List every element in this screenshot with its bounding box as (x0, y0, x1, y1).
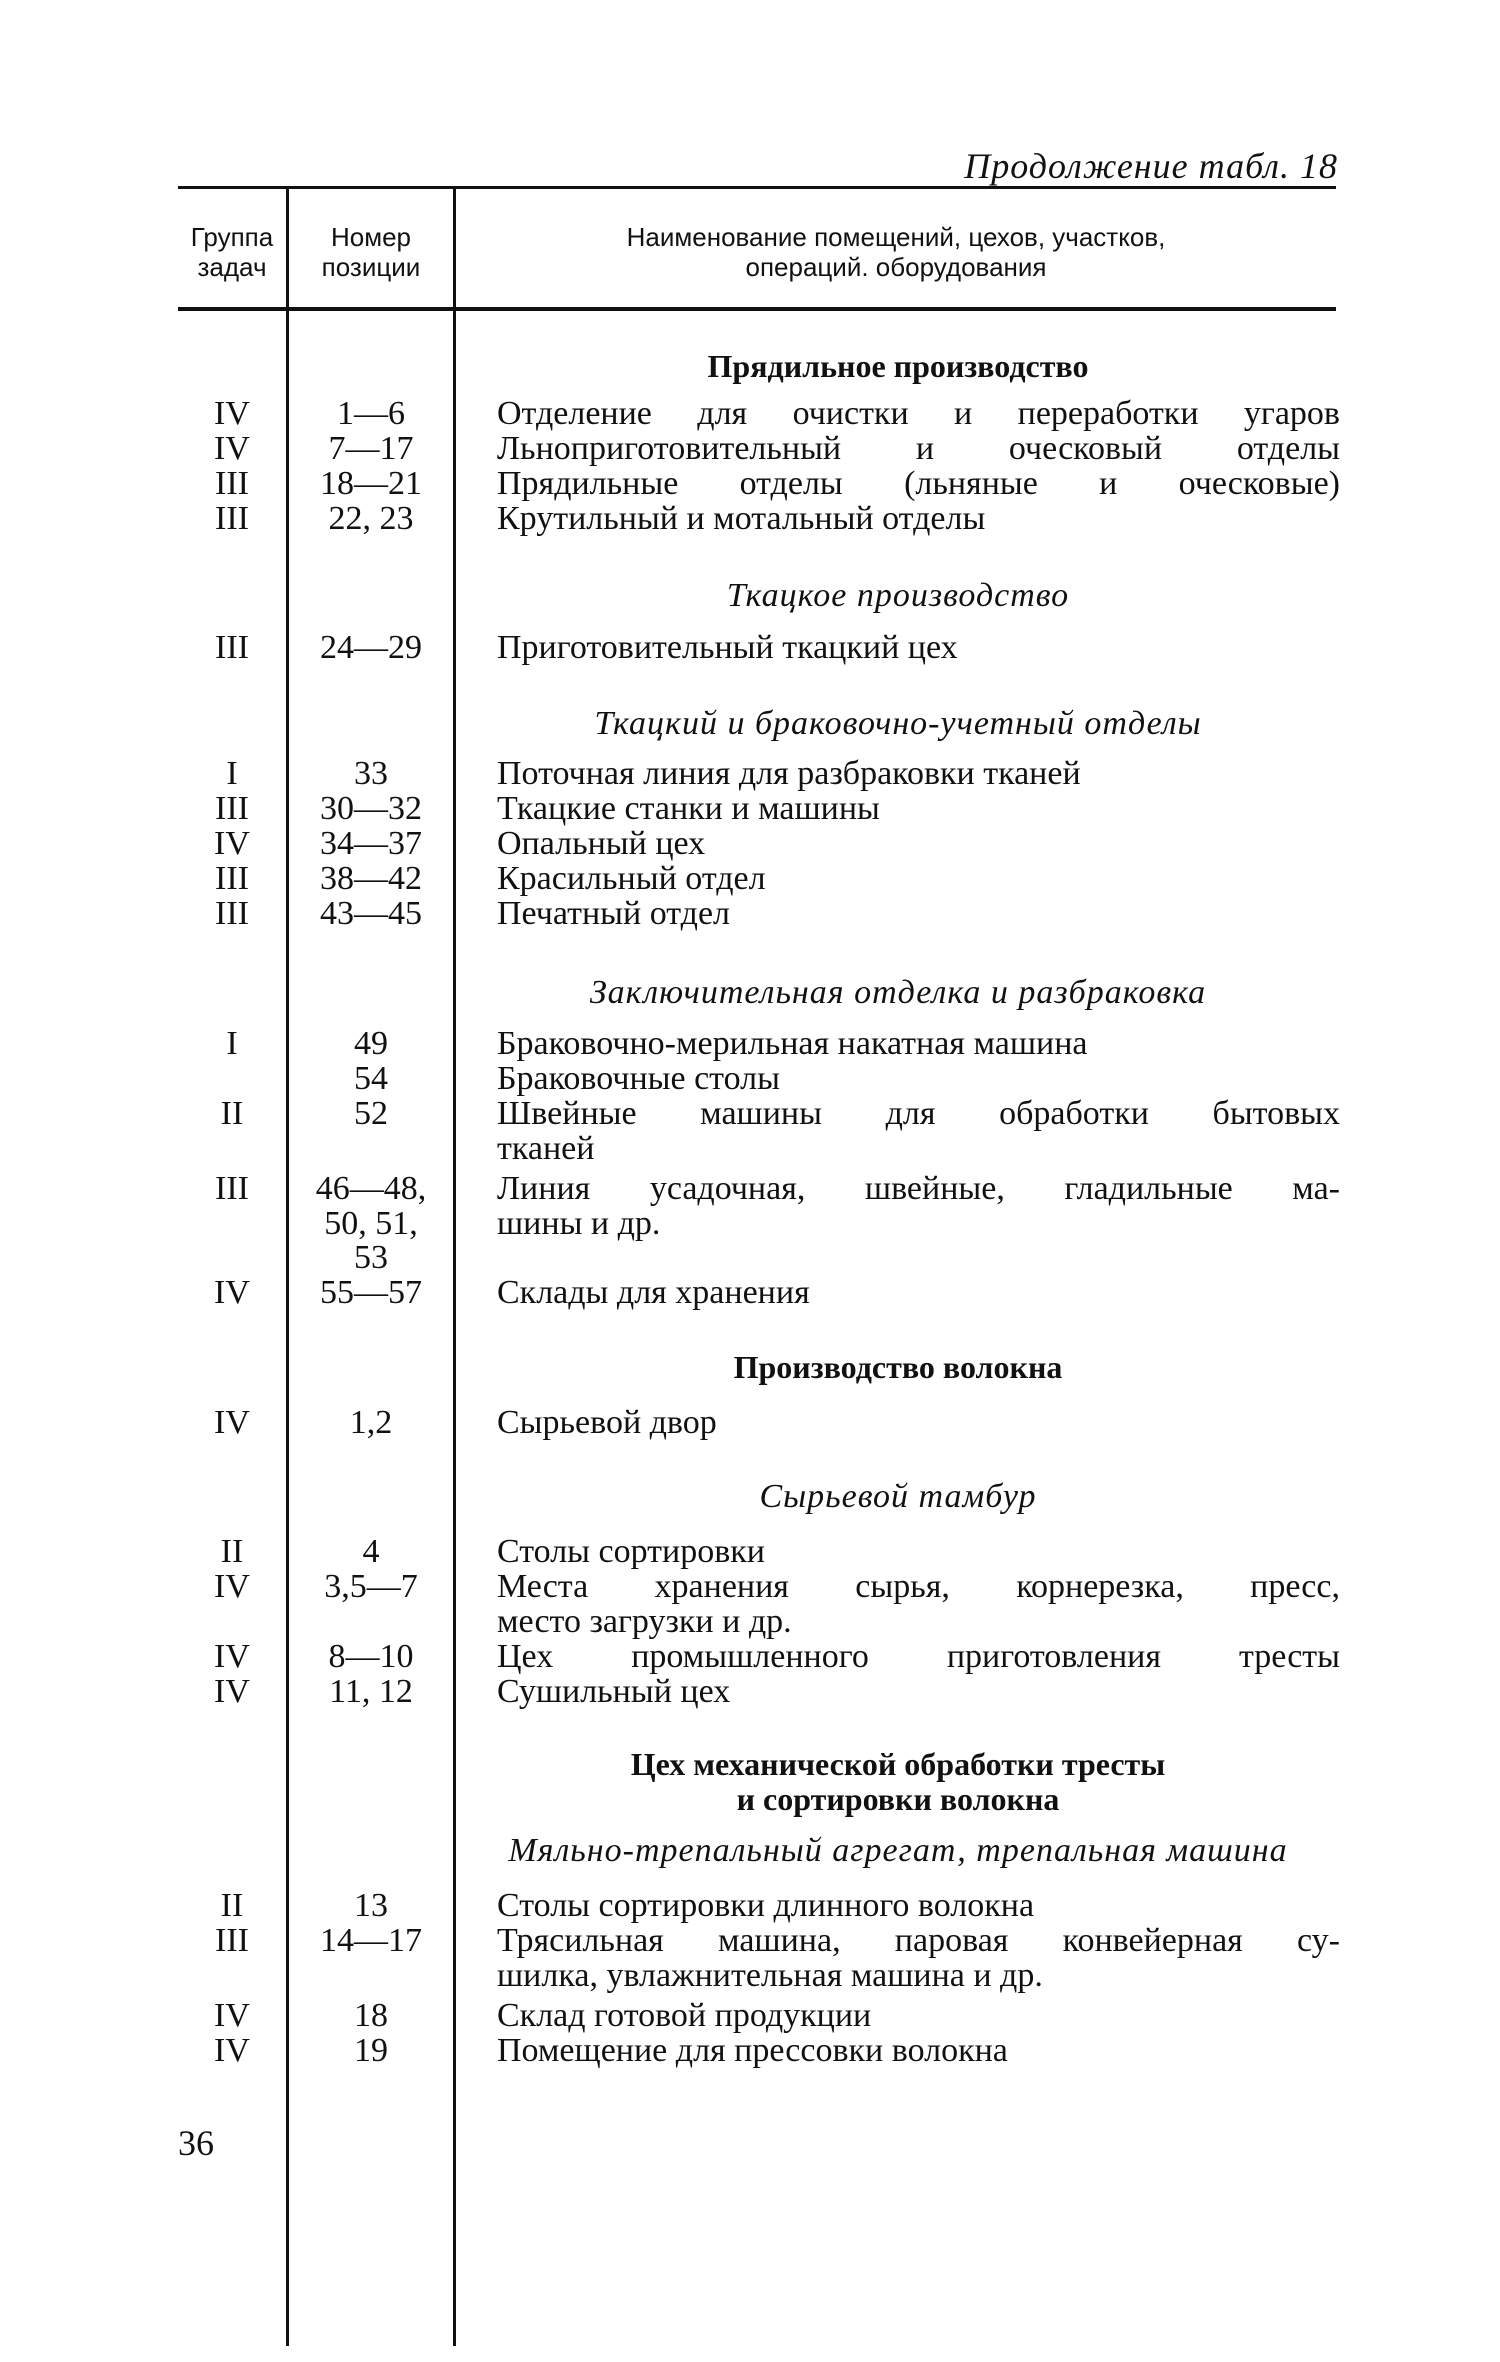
cell-name: Линия усадочная, швейные, гладильные ма- (497, 1170, 1340, 1207)
cell-name: Цех промышленного приготовления тресты (497, 1638, 1340, 1675)
cell-name: Браковочные столы (497, 1060, 780, 1097)
section-subheading (0, 1479, 1500, 1515)
cell-position-number: 34—37 (320, 825, 422, 862)
cell-group: II (220, 1095, 244, 1132)
cell-position-number: 1—6 (337, 395, 405, 432)
cell-name: Печатный отдел (497, 895, 731, 932)
cell-position-number: 18—21 (320, 465, 422, 502)
table-row (0, 466, 1500, 502)
table-row (0, 1026, 1500, 1062)
cell-name: Опальный цех (497, 825, 706, 862)
table-row (0, 431, 1500, 467)
cell-name: Трясильная машина, паровая конвейерная су- (497, 1922, 1340, 1959)
cell-position-number: 14—17 (320, 1922, 422, 1959)
section-heading (0, 1781, 1500, 1817)
cell-group: IV (214, 430, 250, 467)
cell-group: IV (214, 1673, 250, 1710)
cell-group: IV (214, 1274, 250, 1311)
cell-name: Отделение для очистки и переработки угаров (497, 395, 1340, 432)
table-row (0, 1534, 1500, 1570)
cell-name: Приготовительный ткацкий цех (497, 629, 958, 666)
page-number: 36 (178, 2123, 214, 2163)
subheading-title: Заключительная отделка и разбраковка (589, 974, 1207, 1011)
cell-name: Льноприготовительный и оческовый отделы (497, 430, 1340, 467)
table-row (0, 1923, 1500, 1959)
table-row (0, 501, 1500, 537)
cell-position-number: 55—57 (320, 1274, 422, 1311)
cell-position-number: 24—29 (320, 629, 422, 666)
cell-group: IV (214, 2032, 250, 2069)
cell-position-number: 38—42 (320, 860, 422, 897)
table-row (0, 1569, 1500, 1605)
cell-group: III (215, 465, 249, 502)
cell-position-number: 4 (362, 1533, 380, 1570)
cell-group: III (215, 629, 249, 666)
section-subheading (0, 578, 1500, 614)
cell-name: Поточная линия для разбраковки тканей (497, 755, 1081, 792)
heading-title: Цех механической обработки тресты (630, 1746, 1166, 1782)
cell-name: Столы сортировки длинного волокна (497, 1887, 1035, 1924)
cell-position-number: 52 (354, 1095, 388, 1132)
cell-group: I (226, 755, 238, 792)
table-row (0, 1096, 1500, 1132)
cell-name: место загрузки и др. (497, 1603, 792, 1640)
cell-group: IV (214, 825, 250, 862)
table-row (0, 1998, 1500, 2034)
cell-name: Сушильный цех (497, 1673, 731, 1710)
table-row (0, 1131, 1500, 1167)
table-row (0, 756, 1500, 792)
table-continuation-caption: Продолжение табл. 18 (964, 146, 1338, 186)
cell-name: Склад готовой продукции (497, 1997, 872, 2034)
cell-name: Крутильный и мотальный отделы (497, 500, 986, 537)
cell-group: III (215, 1922, 249, 1959)
heading-title: Производство волокна (733, 1349, 1063, 1385)
cell-position-number: 8—10 (328, 1638, 414, 1675)
cell-position-number: 18 (354, 1997, 388, 2034)
section-subheading (0, 706, 1500, 742)
cell-name: Браковочно-мерильная накатная машина (497, 1025, 1088, 1062)
heading-title: Прядильное производство (707, 348, 1089, 384)
cell-group: III (215, 500, 249, 537)
table-row (0, 861, 1500, 897)
cell-position-number: 1,2 (349, 1404, 393, 1441)
cell-group: IV (214, 1997, 250, 2034)
table-row (0, 630, 1500, 666)
cell-position-number: 22, 23 (328, 500, 414, 537)
cell-group: III (215, 895, 249, 932)
table-row (0, 1958, 1500, 1994)
section-heading (0, 1349, 1500, 1385)
cell-name: шины и др. (497, 1205, 661, 1242)
cell-group: III (215, 860, 249, 897)
cell-name: Столы сортировки (497, 1533, 765, 1570)
table-row (0, 1275, 1500, 1311)
table-row (0, 1604, 1500, 1640)
cell-position-number: 54 (354, 1060, 388, 1097)
cell-name: Места хранения сырья, корнерезка, пресс, (497, 1568, 1340, 1605)
section-subheading (0, 975, 1500, 1011)
header-name: Наименование помещений, цехов, участков, операций. оборудования (626, 222, 1166, 282)
cell-position-number: 30—32 (320, 790, 422, 827)
cell-position-number: 13 (354, 1887, 388, 1924)
table-row (0, 826, 1500, 862)
cell-group: IV (214, 1404, 250, 1441)
table-row (0, 1639, 1500, 1675)
cell-name: тканей (497, 1130, 595, 1167)
heading-title: и сортировки волокна (736, 1781, 1060, 1817)
cell-group: IV (214, 1568, 250, 1605)
cell-position-number: 11, 12 (329, 1673, 413, 1710)
cell-position-number: 7—17 (328, 430, 414, 467)
cell-group: II (220, 1533, 244, 1570)
cell-group: IV (214, 395, 250, 432)
table-row (0, 1674, 1500, 1710)
section-heading (0, 348, 1500, 384)
table-row (0, 1405, 1500, 1441)
table-row (0, 896, 1500, 932)
header-group: Группа задач (190, 222, 274, 282)
cell-name: Ткацкие станки и машины (497, 790, 880, 827)
table-row (0, 1061, 1500, 1097)
table-row (0, 1206, 1500, 1242)
table-header-rule (178, 307, 1336, 311)
subheading-title: Ткацкое производство (726, 577, 1070, 614)
subheading-title: Мяльно-трепальный агрегат, трепальная машина (508, 1832, 1288, 1869)
table-top-rule (178, 186, 1336, 189)
cell-name: Красильный отдел (497, 860, 766, 897)
cell-position-number: 33 (354, 755, 388, 792)
table-row (0, 2033, 1500, 2069)
cell-group: IV (214, 1638, 250, 1675)
table-row (0, 1888, 1500, 1924)
section-heading (0, 1746, 1500, 1782)
cell-position-number: 3,5—7 (324, 1568, 418, 1605)
cell-position-number: 50, 51, (324, 1205, 418, 1242)
cell-position-number: 19 (354, 2032, 388, 2069)
table-row (0, 1240, 1500, 1276)
cell-name: Помещение для прессовки волокна (497, 2032, 1008, 2069)
subheading-title: Ткацкий и браковочно-учетный отделы (594, 705, 1202, 742)
table-row (0, 1171, 1500, 1207)
cell-name: Швейные машины для обработки бытовых (497, 1095, 1340, 1132)
table-row (0, 791, 1500, 827)
cell-name: Прядильные отделы (льняные и оческовые) (497, 465, 1340, 502)
cell-group: II (220, 1887, 244, 1924)
cell-name: Сырьевой двор (497, 1404, 717, 1441)
cell-position-number: 49 (354, 1025, 388, 1062)
subheading-title: Сырьевой тамбур (759, 1478, 1037, 1515)
cell-name: шилка, увлажнительная машина и др. (497, 1957, 1043, 1994)
header-position-number: Номер позиции (321, 222, 421, 282)
cell-position-number: 43—45 (320, 895, 422, 932)
section-subheading (0, 1833, 1500, 1869)
cell-group: III (215, 790, 249, 827)
cell-position-number: 46—48, (315, 1170, 427, 1207)
cell-group: III (215, 1170, 249, 1207)
cell-group: I (226, 1025, 238, 1062)
table-row (0, 396, 1500, 432)
cell-name: Склады для хранения (497, 1274, 810, 1311)
cell-position-number: 53 (354, 1239, 388, 1276)
